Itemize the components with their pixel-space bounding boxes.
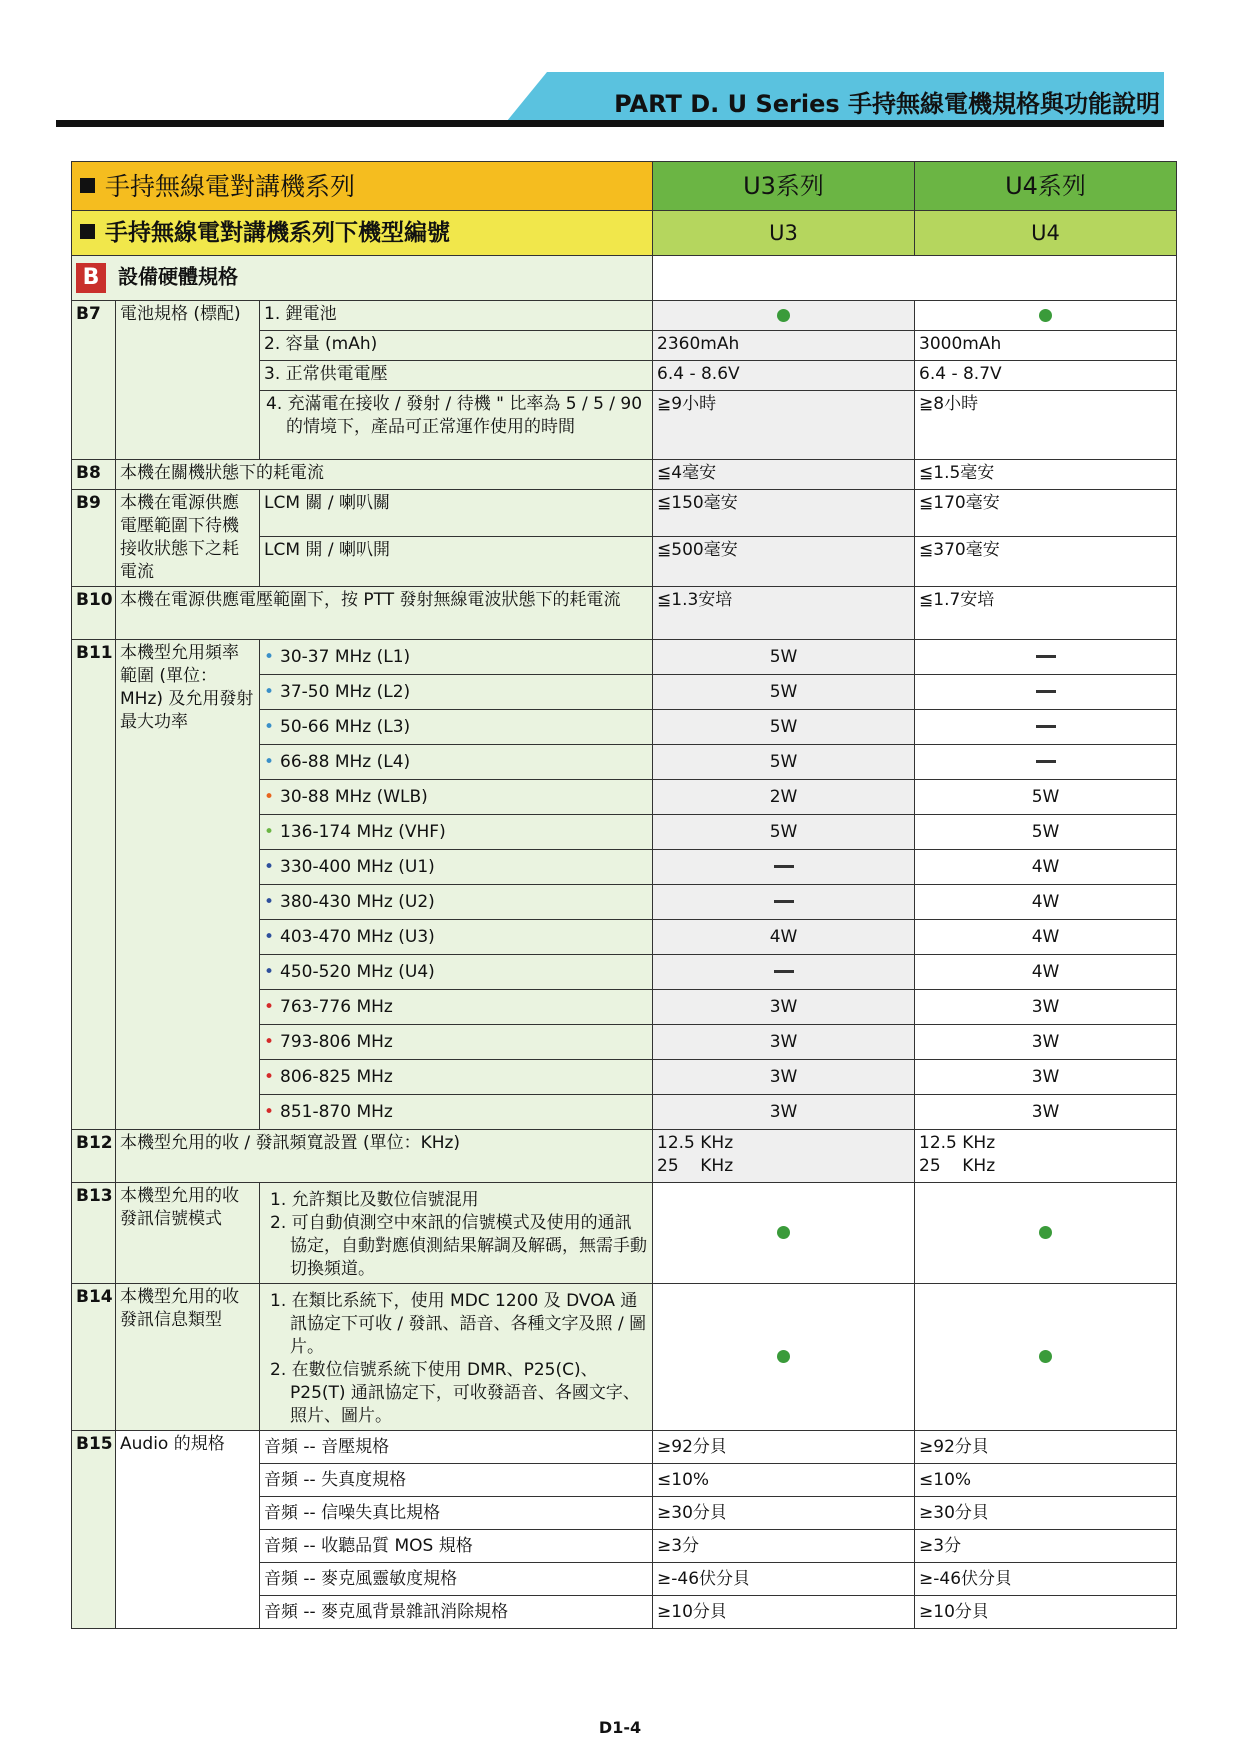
band-label: 50-66 MHz (L3) <box>280 716 411 737</box>
section-b-empty <box>653 256 1177 301</box>
band-bullet-icon: • <box>264 1066 275 1087</box>
u4-bandwidth <box>915 1130 1177 1183</box>
u3-value: ≥10分貝 <box>653 1596 915 1629</box>
bandwidth-25: 25 KHz <box>657 1156 734 1176</box>
u4-value: ≥30分貝 <box>915 1497 1177 1530</box>
model-header-row <box>72 211 1177 256</box>
u3-power <box>653 990 915 1025</box>
u4-power-value: 3W <box>1031 996 1060 1017</box>
band-text <box>260 640 653 675</box>
u3-power-value: 3W <box>769 1101 798 1122</box>
band-label: 380-430 MHz (U2) <box>280 891 435 912</box>
u4-value: 6.4 - 8.7V <box>915 361 1177 391</box>
u3-power-value: 5W <box>769 751 798 772</box>
item-text: 音頻 -- 音壓規格 <box>260 1431 653 1464</box>
u4-value: ≦170毫安 <box>915 490 1177 537</box>
header-rule <box>56 120 1164 127</box>
b13-row <box>72 1183 1177 1284</box>
band-label: 30-37 MHz (L1) <box>280 646 411 667</box>
u4-power <box>915 1060 1177 1095</box>
check-dot-icon <box>777 1226 790 1239</box>
band-bullet-icon: • <box>264 961 275 982</box>
check-dot-icon <box>1039 1226 1052 1239</box>
u4-power-value: 3W <box>1031 1101 1060 1122</box>
check-dot-icon <box>1039 309 1052 322</box>
u3-model-header: U3 <box>653 211 915 256</box>
check-dot-icon <box>1039 1350 1052 1363</box>
u4-power <box>915 1025 1177 1060</box>
row-id: B8 <box>72 460 116 490</box>
u4-power <box>915 640 1177 675</box>
not-available-dash-icon <box>1036 690 1056 693</box>
u4-power-value: 4W <box>1031 926 1060 947</box>
u3-value: ≤10% <box>653 1464 915 1497</box>
row-id: B11 <box>72 640 116 1130</box>
u3-value: ≦150毫安 <box>653 490 915 537</box>
u3-power-value: 5W <box>769 681 798 702</box>
u3-check <box>653 1183 915 1284</box>
band-label: 66-88 MHz (L4) <box>280 751 411 772</box>
b12-row <box>72 1130 1177 1183</box>
b15-row <box>72 1431 1177 1464</box>
item-text: 4. 充滿電在接收 / 發射 / 待機 " 比率為 5 / 5 / 90 的情境下，產品可正常運作使用的時間 <box>260 391 653 460</box>
row-label: 本機在電源供應電壓範圍下待機接收狀態下之耗電流 <box>116 490 260 587</box>
row-id: B12 <box>72 1130 116 1183</box>
u3-power <box>653 640 915 675</box>
u4-value: ≦1.5毫安 <box>915 460 1177 490</box>
u3-power <box>653 1060 915 1095</box>
band-bullet-icon: • <box>264 821 275 842</box>
u4-power <box>915 850 1177 885</box>
band-text <box>260 815 653 850</box>
item-text: 音頻 -- 麥克風靈敏度規格 <box>260 1563 653 1596</box>
row-label: 電池規格 (標配) <box>116 301 260 460</box>
b14-row <box>72 1284 1177 1431</box>
band-text <box>260 955 653 990</box>
u3-power-value: 5W <box>769 716 798 737</box>
u4-power <box>915 955 1177 990</box>
series-header-label: 手持無線電對講機系列 <box>105 171 356 201</box>
band-text <box>260 1025 653 1060</box>
row-id: B14 <box>72 1284 116 1431</box>
u3-bandwidth <box>653 1130 915 1183</box>
u3-value: ≦500毫安 <box>653 537 915 587</box>
b10-row <box>72 587 1177 640</box>
u4-value: ≥92分貝 <box>915 1431 1177 1464</box>
u3-value: ≥3分 <box>653 1530 915 1563</box>
band-text <box>260 675 653 710</box>
u3-power-value: 3W <box>769 996 798 1017</box>
u3-power <box>653 850 915 885</box>
u4-power <box>915 885 1177 920</box>
row-label: 本機在電源供應電壓範圍下，按 PTT 發射無線電波狀態下的耗電流 <box>116 587 653 640</box>
u3-power <box>653 815 915 850</box>
band-text <box>260 920 653 955</box>
u4-power <box>915 1095 1177 1130</box>
u4-value: ≦1.7安培 <box>915 587 1177 640</box>
row-label: 本機在關機狀態下的耗電流 <box>116 460 653 490</box>
row-id: B10 <box>72 587 116 640</box>
u4-value: 3000mAh <box>915 331 1177 361</box>
u3-power <box>653 745 915 780</box>
list-item: 2. 在數位信號系統下使用 DMR、P25(C)、P25(T) 通訊協定下，可收發語音、各國文字、照片、圖片。 <box>270 1360 640 1426</box>
page-number: D1-4 <box>598 1718 642 1737</box>
u4-power <box>915 675 1177 710</box>
u3-power-value: 3W <box>769 1066 798 1087</box>
band-text <box>260 990 653 1025</box>
u3-power <box>653 710 915 745</box>
square-bullet-icon <box>80 178 95 193</box>
u4-value: ≥-46伏分貝 <box>915 1563 1177 1596</box>
u3-value: ≥-46伏分貝 <box>653 1563 915 1596</box>
u4-check <box>915 301 1177 331</box>
not-available-dash-icon <box>1036 725 1056 728</box>
square-bullet-icon <box>80 224 95 239</box>
list-item: 2. 可自動偵測空中來訊的信號模式及使用的通訊協定，自動對應偵測結果解調及解碼，無需手動切換頻道。 <box>270 1213 647 1279</box>
item-text: 3. 正常供電電壓 <box>260 361 653 391</box>
row-id: B15 <box>72 1431 116 1629</box>
item-text: 音頻 -- 收聽品質 MOS 規格 <box>260 1530 653 1563</box>
u3-check <box>653 1284 915 1431</box>
u3-value: ≥92分貝 <box>653 1431 915 1464</box>
item-text: LCM 關 / 喇叭關 <box>260 490 653 537</box>
u4-power-value: 4W <box>1031 891 1060 912</box>
u3-power-value: 5W <box>769 646 798 667</box>
band-text <box>260 850 653 885</box>
item-text: LCM 開 / 喇叭開 <box>260 537 653 587</box>
band-bullet-icon: • <box>264 681 275 702</box>
bandwidth-12-5: 12.5 KHz <box>919 1133 996 1153</box>
u3-value: ≧9小時 <box>653 391 915 460</box>
u4-check <box>915 1183 1177 1284</box>
u4-value: ≥3分 <box>915 1530 1177 1563</box>
not-available-dash-icon <box>774 900 794 903</box>
list-item: 1. 在類比系統下，使用 MDC 1200 及 DVOA 通訊協定下可收 / 發訊、語音、各種文字及照 / 圖片。 <box>270 1291 647 1357</box>
item-list <box>260 1284 653 1431</box>
row-label: 本機型允用的收發訊信號模式 <box>116 1183 260 1284</box>
row-label: 本機型允用頻率範圍 (單位：MHz) 及允用發射最大功率 <box>116 640 260 1130</box>
band-text <box>260 885 653 920</box>
band-label: 37-50 MHz (L2) <box>280 681 411 702</box>
row-label: Audio 的規格 <box>116 1431 260 1629</box>
u4-value: ≥10分貝 <box>915 1596 1177 1629</box>
check-dot-icon <box>777 309 790 322</box>
page-title: PART D. U Series 手持無線電機規格與功能說明 <box>614 90 1160 118</box>
u3-value: 2360mAh <box>653 331 915 361</box>
u3-value: ≦1.3安培 <box>653 587 915 640</box>
u3-power-value: 5W <box>769 821 798 842</box>
band-bullet-icon: • <box>264 786 275 807</box>
item-text: 音頻 -- 失真度規格 <box>260 1464 653 1497</box>
u3-power <box>653 1025 915 1060</box>
u4-power <box>915 710 1177 745</box>
check-dot-icon <box>777 1350 790 1363</box>
u4-power <box>915 815 1177 850</box>
u3-power <box>653 1095 915 1130</box>
band-text <box>260 1095 653 1130</box>
row-label: 本機型允用的收發訊信息類型 <box>116 1284 260 1431</box>
band-label: 136-174 MHz (VHF) <box>280 821 446 842</box>
u4-value: ≦370毫安 <box>915 537 1177 587</box>
row-id: B9 <box>72 490 116 587</box>
section-b-cell <box>72 256 653 301</box>
u4-check <box>915 1284 1177 1431</box>
band-label: 450-520 MHz (U4) <box>280 961 435 982</box>
item-text: 音頻 -- 信噪失真比規格 <box>260 1497 653 1530</box>
u4-value: ≧8小時 <box>915 391 1177 460</box>
u3-value: ≦4毫安 <box>653 460 915 490</box>
section-label: 設備硬體規格 <box>118 264 238 289</box>
u3-power <box>653 955 915 990</box>
u4-power-value: 5W <box>1031 821 1060 842</box>
band-text <box>260 710 653 745</box>
u4-power-value: 4W <box>1031 961 1060 982</box>
band-label: 806-825 MHz <box>280 1066 393 1087</box>
u4-power <box>915 920 1177 955</box>
u4-power-value: 4W <box>1031 856 1060 877</box>
band-bullet-icon: • <box>264 716 275 737</box>
u3-power <box>653 675 915 710</box>
model-header-label: 手持無線電對講機系列下機型編號 <box>105 219 450 246</box>
band-label: 763-776 MHz <box>280 996 393 1017</box>
band-bullet-icon: • <box>264 891 275 912</box>
not-available-dash-icon <box>774 970 794 973</box>
u4-power <box>915 780 1177 815</box>
band-bullet-icon: • <box>264 926 275 947</box>
u3-check <box>653 301 915 331</box>
b11-row <box>72 640 1177 675</box>
u3-power-value: 3W <box>769 1031 798 1052</box>
band-label: 793-806 MHz <box>280 1031 393 1052</box>
item-list <box>260 1183 653 1284</box>
not-available-dash-icon <box>1036 655 1056 658</box>
item-text: 1. 鋰電池 <box>260 301 653 331</box>
row-id: B7 <box>72 301 116 460</box>
model-header-cell <box>72 211 653 256</box>
item-text: 2. 容量 (mAh) <box>260 331 653 361</box>
b9-row <box>72 490 1177 537</box>
band-label: 403-470 MHz (U3) <box>280 926 435 947</box>
u4-value: ≤10% <box>915 1464 1177 1497</box>
u3-series-header: U3系列 <box>653 162 915 211</box>
band-bullet-icon: • <box>264 856 275 877</box>
not-available-dash-icon <box>1036 760 1056 763</box>
band-bullet-icon: • <box>264 1031 275 1052</box>
u4-model-header: U4 <box>915 211 1177 256</box>
u3-power <box>653 780 915 815</box>
band-bullet-icon: • <box>264 646 275 667</box>
band-bullet-icon: • <box>264 1101 275 1122</box>
band-label: 851-870 MHz <box>280 1101 393 1122</box>
b8-row <box>72 460 1177 490</box>
band-text <box>260 780 653 815</box>
series-header-row <box>72 162 1177 211</box>
list-item: 1. 允許類比及數位信號混用 <box>270 1190 479 1210</box>
row-label: 本機型允用的收 / 發訊頻寬設置 (單位：KHz) <box>116 1130 653 1183</box>
u4-power-value: 3W <box>1031 1066 1060 1087</box>
u4-power-value: 5W <box>1031 786 1060 807</box>
section-letter-badge: B <box>76 263 106 293</box>
u4-power <box>915 990 1177 1025</box>
b7-row <box>72 301 1177 331</box>
u3-power <box>653 885 915 920</box>
band-label: 330-400 MHz (U1) <box>280 856 435 877</box>
u3-power <box>653 920 915 955</box>
row-id: B13 <box>72 1183 116 1284</box>
bandwidth-12-5: 12.5 KHz <box>657 1133 734 1153</box>
spec-table <box>71 161 1177 1629</box>
item-text: 音頻 -- 麥克風背景雜訊消除規格 <box>260 1596 653 1629</box>
u3-value: ≥30分貝 <box>653 1497 915 1530</box>
band-text <box>260 745 653 780</box>
bandwidth-25: 25 KHz <box>919 1156 996 1176</box>
section-b-row <box>72 256 1177 301</box>
band-bullet-icon: • <box>264 751 275 772</box>
u4-power <box>915 745 1177 780</box>
not-available-dash-icon <box>774 865 794 868</box>
u4-series-header: U4系列 <box>915 162 1177 211</box>
u4-power-value: 3W <box>1031 1031 1060 1052</box>
u3-power-value: 2W <box>769 786 798 807</box>
band-label: 30-88 MHz (WLB) <box>280 786 428 807</box>
band-text <box>260 1060 653 1095</box>
u3-value: 6.4 - 8.6V <box>653 361 915 391</box>
series-header-cell <box>72 162 653 211</box>
u3-power-value: 4W <box>769 926 798 947</box>
band-bullet-icon: • <box>264 996 275 1017</box>
